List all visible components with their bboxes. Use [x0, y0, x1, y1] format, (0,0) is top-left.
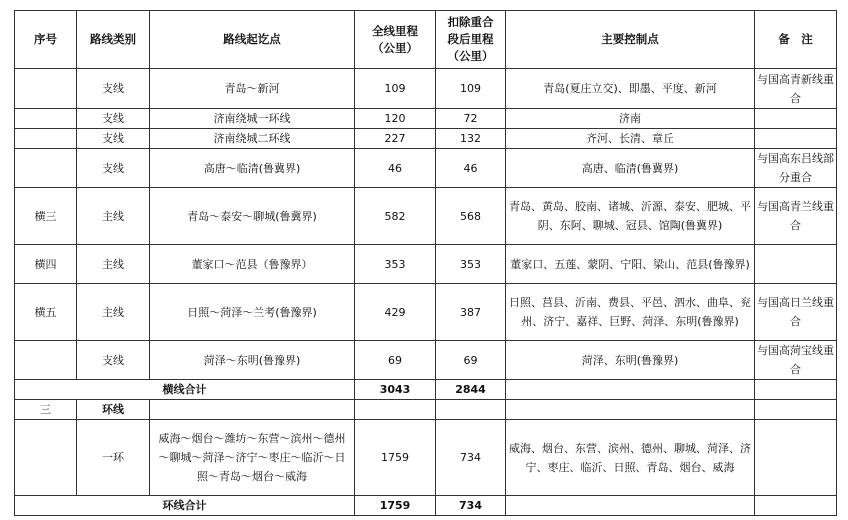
table-row [15, 245, 837, 284]
row-control: 青岛、黄岛、胶南、诸城、沂源、泰安、肥城、平阴、东阿、聊城、冠县、馆陶(鲁冀界) [506, 188, 755, 245]
header-total-mileage: 全线里程 （公里） [355, 11, 436, 69]
row-remark: 与国高东吕线部分重合 [755, 149, 837, 188]
row-control: 日照、莒县、沂南、费县、平邑、泗水、曲阜、兖州、济宁、嘉祥、巨野、菏泽、东明(鲁豫界) [506, 284, 755, 341]
horizontal-total-row [15, 380, 837, 400]
row-control: 高唐、临清(鲁冀界) [506, 149, 755, 188]
row-net: 109 [436, 69, 506, 109]
row-seq [15, 341, 77, 380]
row-net: 387 [436, 284, 506, 341]
row-total: 46 [355, 149, 436, 188]
row-type: 主线 [77, 284, 150, 341]
ring-net: 734 [436, 420, 506, 496]
row-type: 主线 [77, 245, 150, 284]
ring-row [15, 420, 837, 496]
empty-cell [506, 400, 755, 420]
row-control: 齐河、长清、章丘 [506, 129, 755, 149]
empty-cell [755, 420, 837, 496]
row-remark: 与国高菏宝线重合 [755, 341, 837, 380]
row-control: 济南 [506, 109, 755, 129]
table-row [15, 341, 837, 380]
row-total: 69 [355, 341, 436, 380]
highway-route-table [14, 10, 837, 516]
header-remarks: 备 注 [755, 11, 837, 69]
table-row [15, 188, 837, 245]
row-type: 支线 [77, 109, 150, 129]
row-type: 支线 [77, 69, 150, 109]
row-route: 董家口～范县（鲁豫界） [150, 245, 355, 284]
row-route: 青岛～新河 [150, 69, 355, 109]
table-row [15, 129, 837, 149]
row-net: 69 [436, 341, 506, 380]
empty-cell [150, 400, 355, 420]
ring-total-mileage: 1759 [355, 496, 436, 516]
row-route: 高唐～临清(鲁冀界) [150, 149, 355, 188]
row-net: 568 [436, 188, 506, 245]
empty-cell [506, 496, 755, 516]
ring-section-type: 环线 [77, 400, 150, 420]
row-type: 支线 [77, 149, 150, 188]
row-seq: 横五 [15, 284, 77, 341]
table-row [15, 284, 837, 341]
row-remark: 与国高日兰线重合 [755, 284, 837, 341]
row-remark [755, 245, 837, 284]
row-remark [755, 129, 837, 149]
ring-total-net: 734 [436, 496, 506, 516]
empty-cell [755, 496, 837, 516]
ring-control: 威海、烟台、东营、滨州、德州、聊城、菏泽、济宁、枣庄、临沂、日照、青岛、烟台、威海 [506, 420, 755, 496]
row-seq: 横三 [15, 188, 77, 245]
row-route: 济南绕城一环线 [150, 109, 355, 129]
row-net: 72 [436, 109, 506, 129]
row-total: 120 [355, 109, 436, 129]
table-row [15, 149, 837, 188]
header-row [15, 11, 837, 69]
horizontal-total-net: 2844 [436, 380, 506, 400]
row-seq [15, 109, 77, 129]
header-type: 路线类别 [77, 11, 150, 69]
row-remark: 与国高青兰线重合 [755, 188, 837, 245]
row-control: 董家口、五莲、蒙阴、宁阳、梁山、范县(鲁豫界) [506, 245, 755, 284]
row-route: 菏泽～东明(鲁豫界) [150, 341, 355, 380]
ring-total-row [15, 496, 837, 516]
row-seq: 横四 [15, 245, 77, 284]
row-total: 582 [355, 188, 436, 245]
empty-cell [755, 400, 837, 420]
row-route: 日照～菏泽～兰考(鲁豫界) [150, 284, 355, 341]
row-type: 支线 [77, 129, 150, 149]
table-row [15, 109, 837, 129]
row-net: 132 [436, 129, 506, 149]
row-seq [15, 69, 77, 109]
horizontal-total-label: 横线合计 [15, 380, 355, 400]
horizontal-total-mileage: 3043 [355, 380, 436, 400]
row-type: 支线 [77, 341, 150, 380]
ring-section-row [15, 400, 837, 420]
row-control: 青岛(夏庄立交)、即墨、平度、新河 [506, 69, 755, 109]
row-type: 主线 [77, 188, 150, 245]
row-net: 353 [436, 245, 506, 284]
row-net: 46 [436, 149, 506, 188]
row-control: 菏泽、东明(鲁豫界) [506, 341, 755, 380]
row-total: 227 [355, 129, 436, 149]
ring-total: 1759 [355, 420, 436, 496]
row-seq [15, 149, 77, 188]
row-total: 109 [355, 69, 436, 109]
header-net-mileage: 扣除重合 段后里程 （公里） [436, 11, 506, 69]
table-container [14, 10, 837, 516]
empty-cell [355, 400, 436, 420]
header-seq: 序号 [15, 11, 77, 69]
row-remark [755, 109, 837, 129]
row-seq [15, 129, 77, 149]
ring-route: 威海～烟台～潍坊～东营～滨州～德州～聊城～菏泽～济宁～枣庄～临沂～日照～青岛～烟台～威海 [150, 420, 355, 496]
ring-total-label: 环线合计 [15, 496, 355, 516]
row-total: 353 [355, 245, 436, 284]
row-route: 济南绕城二环线 [150, 129, 355, 149]
header-control-points: 主要控制点 [506, 11, 755, 69]
empty-cell [15, 420, 77, 496]
header-route: 路线起讫点 [150, 11, 355, 69]
row-total: 429 [355, 284, 436, 341]
empty-cell [436, 400, 506, 420]
row-route: 青岛～泰安～聊城(鲁冀界) [150, 188, 355, 245]
row-remark: 与国高青新线重合 [755, 69, 837, 109]
ring-type: 一环 [77, 420, 150, 496]
empty-cell [755, 380, 837, 400]
ring-section-seq: 三 [15, 400, 77, 420]
empty-cell [506, 380, 755, 400]
table-row [15, 69, 837, 109]
